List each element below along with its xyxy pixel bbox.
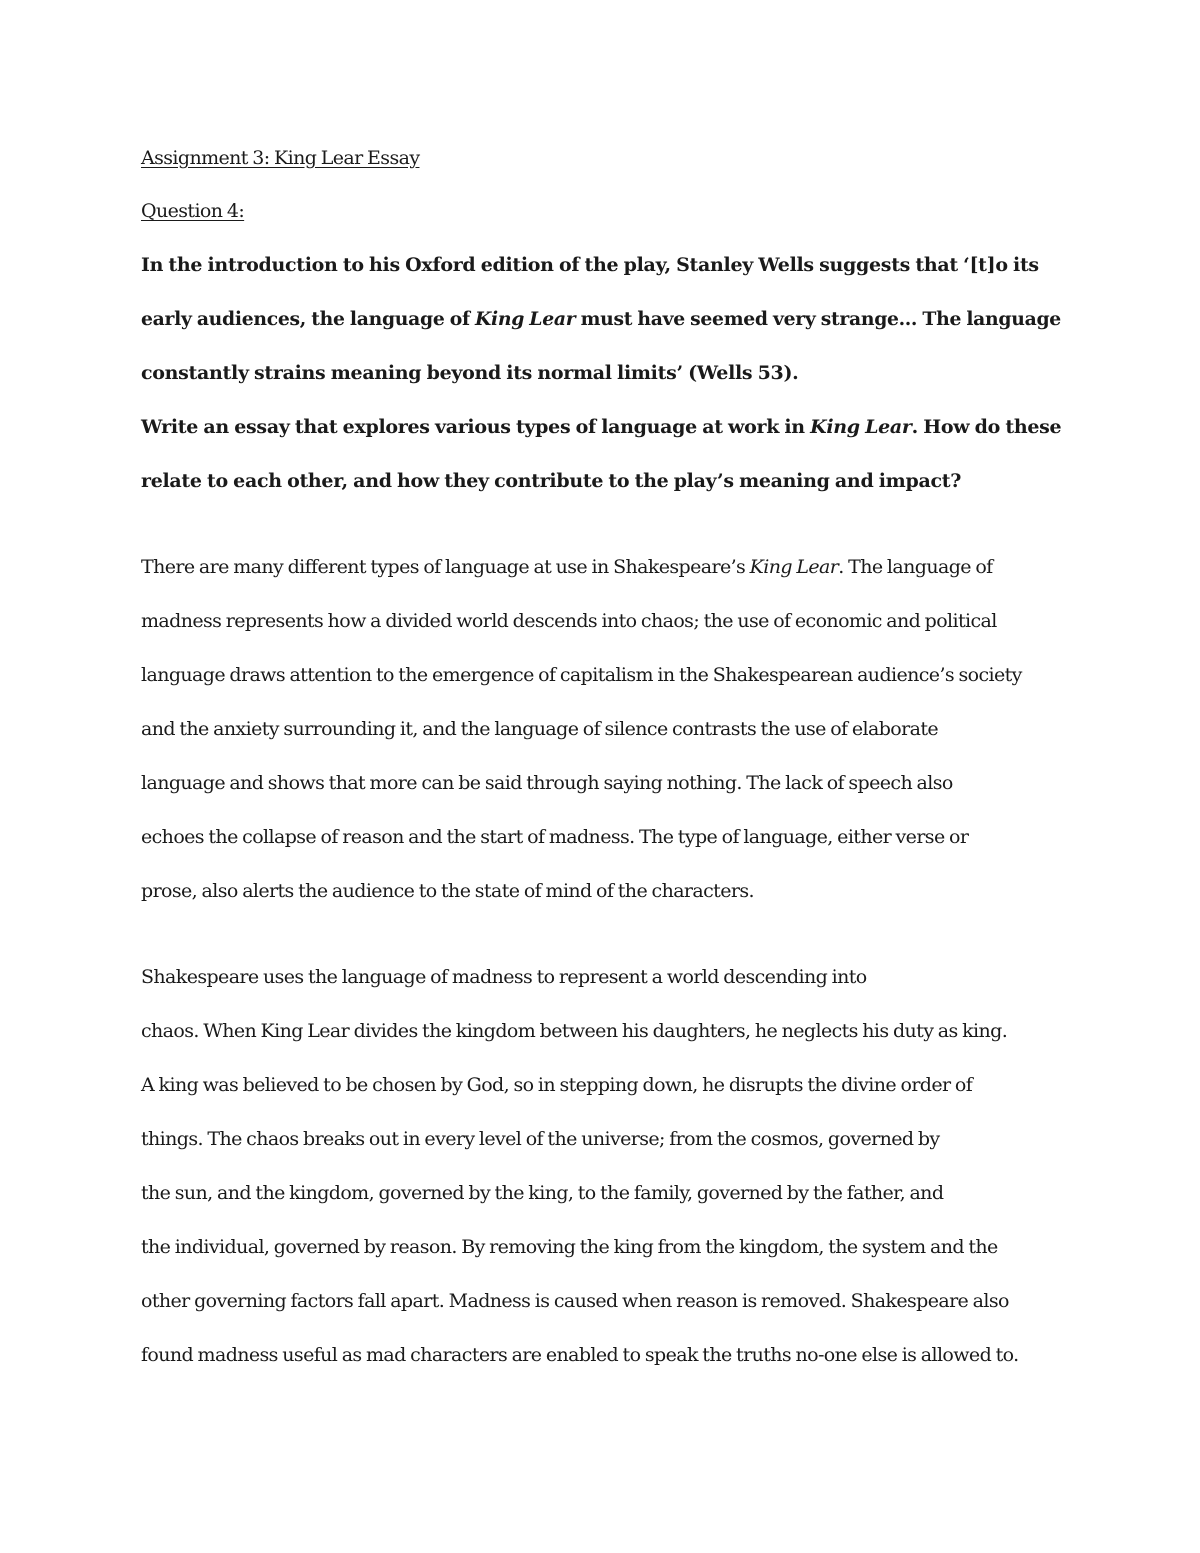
assignment-heading: Assignment 3: King Lear Essay xyxy=(141,147,420,169)
body-line: There are many different types of language at use in Shakespeare’s King Lear. The language of xyxy=(141,556,993,578)
body-line: language draws attention to the emergence of capitalism in the Shakespearean audience’s society xyxy=(141,664,1022,686)
body-line: things. The chaos breaks out in every level of the universe; from the cosmos, governed by xyxy=(141,1128,940,1150)
prompt-line: early audiences, the language of King Lear must have seemed very strange… The language xyxy=(141,308,1061,330)
prompt-line: In the introduction to his Oxford edition of the play, Stanley Wells suggests that ‘[t]o its xyxy=(141,254,1039,276)
body-line: echoes the collapse of reason and the start of madness. The type of language, either verse or xyxy=(141,826,969,848)
body-line: chaos. When King Lear divides the kingdom between his daughters, he neglects his duty as king. xyxy=(141,1020,1008,1042)
body-line: A king was believed to be chosen by God, so in stepping down, he disrupts the divine order of xyxy=(141,1074,973,1096)
body-line: Shakespeare uses the language of madness to represent a world descending into xyxy=(141,966,867,988)
body-line: found madness useful as mad characters are enabled to speak the truths no-one else is allowed to. xyxy=(141,1344,1019,1366)
play-title: King Lear xyxy=(749,556,839,578)
body-line: the sun, and the kingdom, governed by the king, to the family, governed by the father, and xyxy=(141,1182,944,1204)
body-line: the individual, governed by reason. By removing the king from the kingdom, the system and the xyxy=(141,1236,998,1258)
prompt-line: relate to each other, and how they contribute to the play’s meaning and impact? xyxy=(141,470,962,492)
play-title: King Lear xyxy=(475,308,576,330)
body-line: and the anxiety surrounding it, and the language of silence contrasts the use of elaborate xyxy=(141,718,939,740)
prompt-line: Write an essay that explores various types of language at work in King Lear. How do these xyxy=(141,416,1062,438)
body-line: prose, also alerts the audience to the state of mind of the characters. xyxy=(141,880,754,902)
body-line: madness represents how a divided world descends into chaos; the use of economic and political xyxy=(141,610,997,632)
prompt-line: constantly strains meaning beyond its normal limits’ (Wells 53). xyxy=(141,362,799,384)
question-label: Question 4: xyxy=(141,200,245,222)
play-title: King Lear xyxy=(810,416,912,438)
body-line: other governing factors fall apart. Madness is caused when reason is removed. Shakespeare also xyxy=(141,1290,1009,1312)
body-line: language and shows that more can be said through saying nothing. The lack of speech also xyxy=(141,772,953,794)
